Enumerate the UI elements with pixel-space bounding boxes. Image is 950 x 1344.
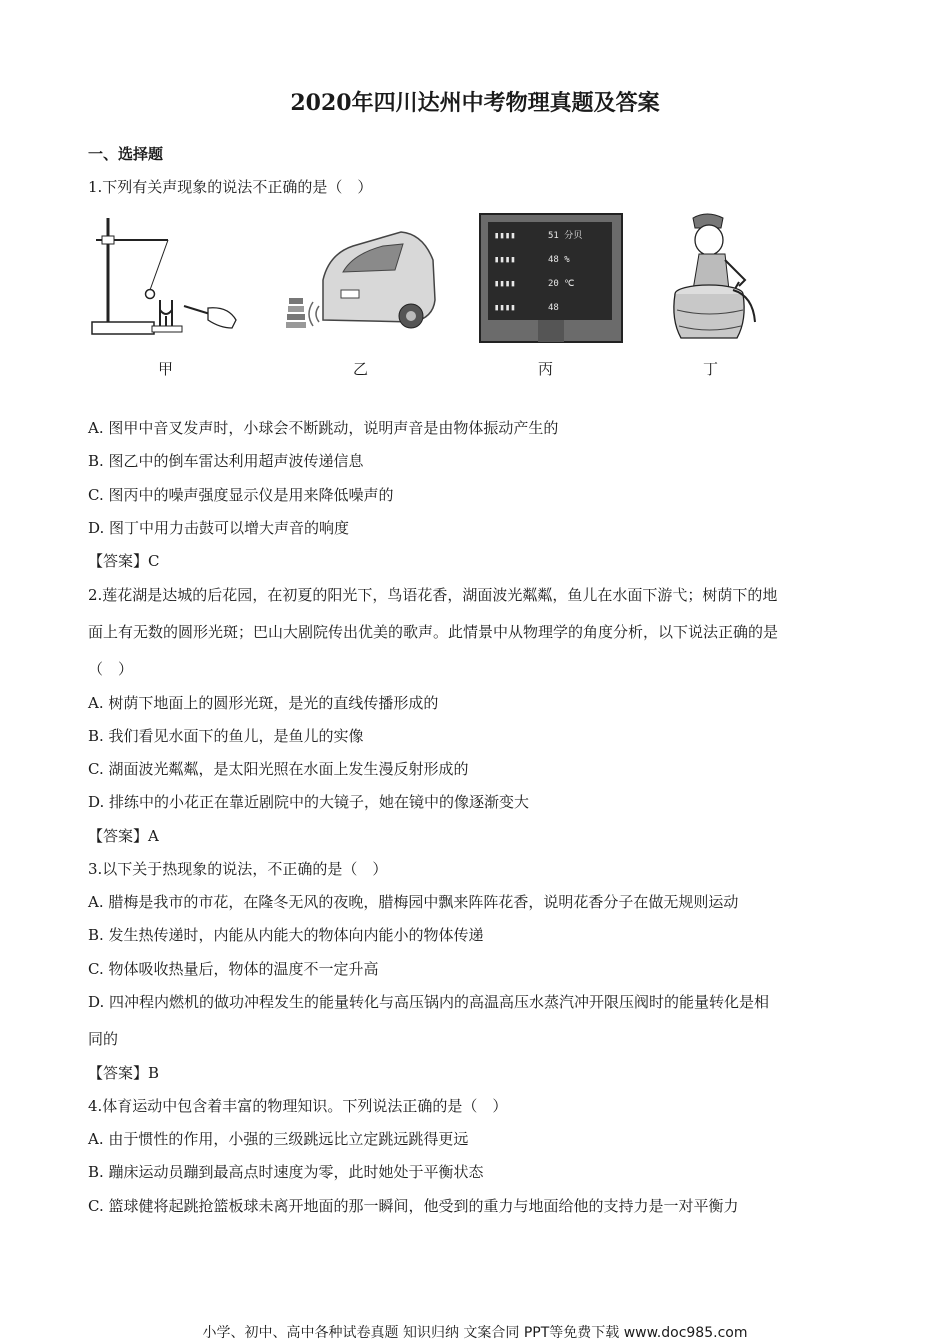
q1-answer: 【答案】C [88,552,160,570]
svg-text:▮▮▮▮: ▮▮▮▮ [494,303,516,313]
figure-jia [88,210,248,378]
q3-option-d: D. 四冲程内燃机的做功冲程发生的能量转化与高压锅内的高温高压水蒸汽冲开限压阀时的能量转化是相 [88,993,770,1011]
q3-option-c: C. 物体吸收热量后，物体的温度不一定升高 [88,960,379,978]
q4-stem: 4.体育运动中包含着丰富的物理知识。下列说法正确的是（ ） [88,1097,508,1115]
q3-answer: 【答案】B [88,1064,160,1082]
q2-stem-line-2: 面上有无数的圆形光斑；巴山大剧院传出优美的歌声。此情景中从物理学的角度分析，以下说法正确的是 [88,623,779,641]
q2-stem-line-1: 2.莲花湖是达城的后花园，在初夏的阳光下，鸟语花香，湖面波光粼粼，鱼儿在水面下游弋；树荫下的地 [88,586,778,604]
q4-option-c: C. 篮球健将起跳抢篮板球未离开地面的那一瞬间，他受到的重力与地面给他的支持力是一对平衡力 [88,1197,739,1215]
q2-option-a: A. 树荫下地面上的圆形光斑，是光的直线传播形成的 [88,694,439,712]
q1-figures [88,210,788,390]
page-title: 2020年四川达州中考物理真题及答案 [290,90,660,116]
display-temperature-value: 20 ℃ [548,279,575,289]
display-air-quality-value: 48 [548,303,559,313]
figure-label-bing: 丙 [538,360,554,378]
q2-answer: 【答案】A [88,827,159,845]
drummer-illustration [663,210,783,350]
svg-text:▮▮▮▮: ▮▮▮▮ [494,279,516,289]
section-heading: 一、选择题 [88,145,164,163]
noise-display-board [478,210,638,350]
figure-bing [478,210,638,378]
figure-ding [663,210,783,378]
q3-option-b: B. 发生热传递时，内能从内能大的物体向内能小的物体传递 [88,926,484,944]
display-noise-value: 51 分贝 [548,231,583,241]
q1-stem: 1.下列有关声现象的说法不正确的是（ ） [88,178,373,196]
q2-option-b: B. 我们看见水面下的鱼儿，是鱼儿的实像 [88,727,364,745]
q1-option-d: D. 图丁中用力击鼓可以增大声音的响度 [88,519,350,537]
display-humidity-value: 48 % [548,255,570,265]
svg-text:▮▮▮▮: ▮▮▮▮ [494,231,516,241]
tuning-fork-stand-illustration [88,210,248,350]
q1-option-b: B. 图乙中的倒车雷达利用超声波传递信息 [88,452,364,470]
q2-stem-line-3: （ ） [88,660,134,678]
q2-option-c: C. 湖面波光粼粼，是太阳光照在水面上发生漫反射形成的 [88,760,469,778]
figure-yi [283,210,443,378]
footer-text: 小学、初中、高中各种试卷真题 知识归纳 文案合同 PPT等免费下载 www.doc985.com [202,1325,748,1341]
q1-option-c: C. 图丙中的噪声强度显示仪是用来降低噪声的 [88,486,394,504]
car-radar-illustration [283,210,443,350]
svg-text:▮▮▮▮: ▮▮▮▮ [494,255,516,265]
q2-option-d: D. 排练中的小花正在靠近剧院中的大镜子，她在镜中的像逐渐变大 [88,793,530,811]
q3-option-d-continued: 同的 [88,1030,119,1048]
q4-option-b: B. 蹦床运动员蹦到最高点时速度为零，此时她处于平衡状态 [88,1163,484,1181]
figure-label-jia: 甲 [158,360,174,378]
q4-option-a: A. 由于惯性的作用，小强的三级跳远比立定跳远跳得更远 [88,1130,469,1148]
q3-option-a: A. 腊梅是我市的市花，在隆冬无风的夜晚，腊梅园中飘来阵阵花香，说明花香分子在做无规则运动 [88,893,739,911]
q1-option-a: A. 图甲中音叉发声时，小球会不断跳动，说明声音是由物体振动产生的 [88,419,559,437]
figure-label-yi: 乙 [353,360,369,378]
figure-label-ding: 丁 [703,360,719,378]
q3-stem: 3.以下关于热现象的说法，不正确的是（ ） [88,860,388,878]
